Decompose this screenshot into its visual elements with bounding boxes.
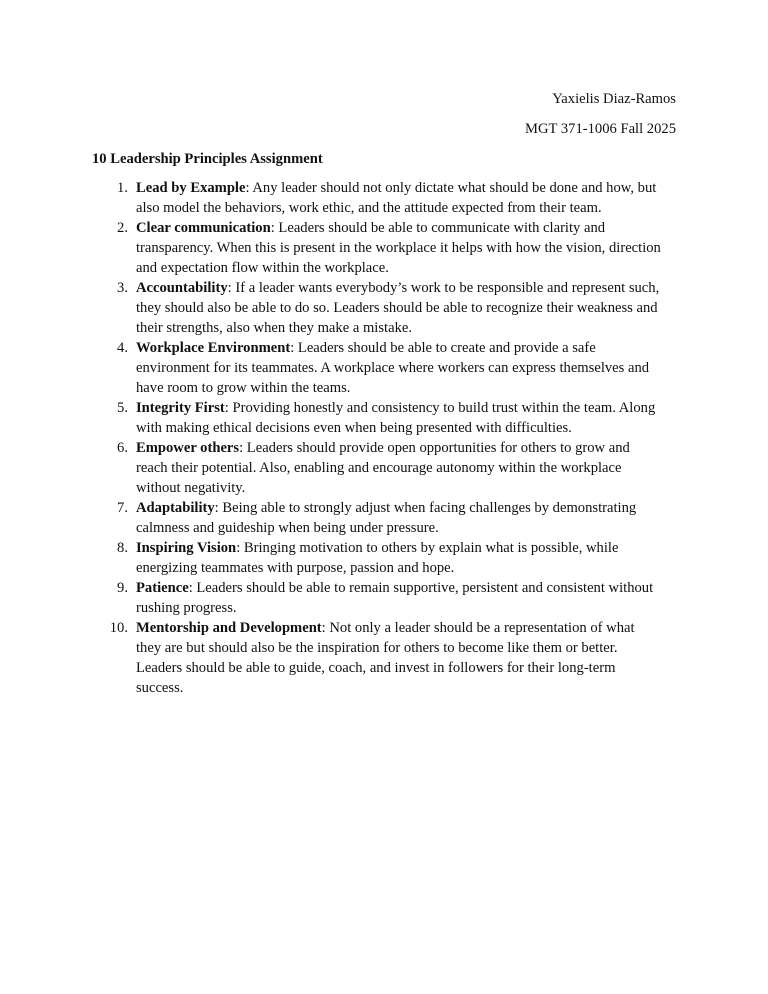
- principle-text-line: environment for its teammates. A workplace where workers can express themselves and: [136, 360, 650, 376]
- principle-item: [92, 218, 684, 278]
- principle-text-line: without negativity.: [136, 480, 246, 496]
- principle-item: [92, 618, 684, 698]
- principle-term: Patience: [136, 580, 189, 596]
- principle-text-line: : If a leader wants everybody’s work to be responsible and represent such,: [227, 280, 660, 296]
- principle-term: Accountability: [136, 280, 228, 296]
- principle-text-line: rushing progress.: [136, 600, 237, 616]
- principle-text-line: transparency. When this is present in the workplace it helps with how the vision, direction: [136, 240, 661, 256]
- principle-text-line: their strengths, also when they make a mistake.: [136, 320, 412, 336]
- principle-term: Workplace Environment: [136, 340, 291, 356]
- principle-text-line: success.: [136, 680, 184, 696]
- principle-number: 8.: [117, 540, 128, 556]
- principle-item: [92, 178, 684, 218]
- principles-list: [92, 178, 684, 698]
- principle-item: [92, 398, 684, 438]
- principle-term: Inspiring Vision: [136, 540, 237, 556]
- author-name: Yaxielis Diaz-Ramos: [552, 91, 676, 107]
- principle-term: Integrity First: [136, 400, 225, 416]
- principle-term: Clear communication: [136, 220, 271, 236]
- principle-text-line: : Providing honestly and consistency to build trust within the team. Along: [224, 400, 656, 416]
- principle-number: 4.: [117, 340, 128, 356]
- principle-item: [92, 498, 684, 538]
- principle-number: 10.: [109, 620, 128, 636]
- document-title: 10 Leadership Principles Assignment: [92, 151, 323, 167]
- principle-text-line: reach their potential. Also, enabling and encourage autonomy within the workplace: [136, 460, 622, 476]
- principle-text-line: and expectation flow within the workplace.: [136, 260, 389, 276]
- principle-number: 7.: [117, 500, 128, 516]
- principle-number: 6.: [117, 440, 128, 456]
- principle-number: 2.: [117, 220, 128, 236]
- principle-text-line: : Bringing motivation to others by explain what is possible, while: [236, 540, 619, 556]
- principle-text-line: : Any leader should not only dictate what should be done and how, but: [245, 180, 657, 196]
- principle-item: [92, 338, 684, 398]
- principle-text-line: also model the behaviors, work ethic, and the attitude expected from their team.: [136, 200, 602, 216]
- principle-number: 3.: [117, 280, 128, 296]
- principle-text-line: energizing teammates with purpose, passion and hope.: [136, 560, 455, 576]
- principle-number: 1.: [117, 180, 128, 196]
- principle-item: [92, 438, 684, 498]
- principle-text-line: calmness and guideship when being under pressure.: [136, 520, 439, 536]
- principle-item: [92, 578, 684, 618]
- principle-text-line: : Not only a leader should be a representation of what: [321, 620, 635, 636]
- principle-text-line: : Leaders should provide open opportunities for others to grow and: [239, 440, 630, 456]
- principle-text-line: Leaders should be able to guide, coach, and invest in followers for their long-term: [136, 660, 616, 676]
- principle-term: Lead by Example: [136, 180, 246, 196]
- principle-number: 5.: [117, 400, 128, 416]
- course-info: MGT 371-1006 Fall 2025: [525, 121, 676, 137]
- principle-term: Adaptability: [136, 500, 215, 516]
- principle-text-line: : Leaders should be able to remain supportive, persistent and consistent without: [188, 580, 654, 596]
- principle-text-line: have room to grow within the teams.: [136, 380, 351, 396]
- principle-term: Mentorship and Development: [136, 620, 322, 636]
- principle-text-line: : Leaders should be able to create and provide a safe: [290, 340, 596, 356]
- principle-item: [92, 278, 684, 338]
- principle-text-line: they are but should also be the inspiration for others to become like them or better.: [136, 640, 618, 656]
- principle-text-line: they should also be able to do so. Leaders should be able to recognize their weakness and: [136, 300, 658, 316]
- principle-text-line: : Leaders should be able to communicate with clarity and: [270, 220, 606, 236]
- principle-item: [92, 538, 684, 578]
- principle-number: 9.: [117, 580, 128, 596]
- principle-text-line: : Being able to strongly adjust when facing challenges by demonstrating: [214, 500, 637, 516]
- principle-text-line: with making ethical decisions even when being presented with difficulties.: [136, 420, 572, 436]
- principle-term: Empower others: [136, 440, 240, 456]
